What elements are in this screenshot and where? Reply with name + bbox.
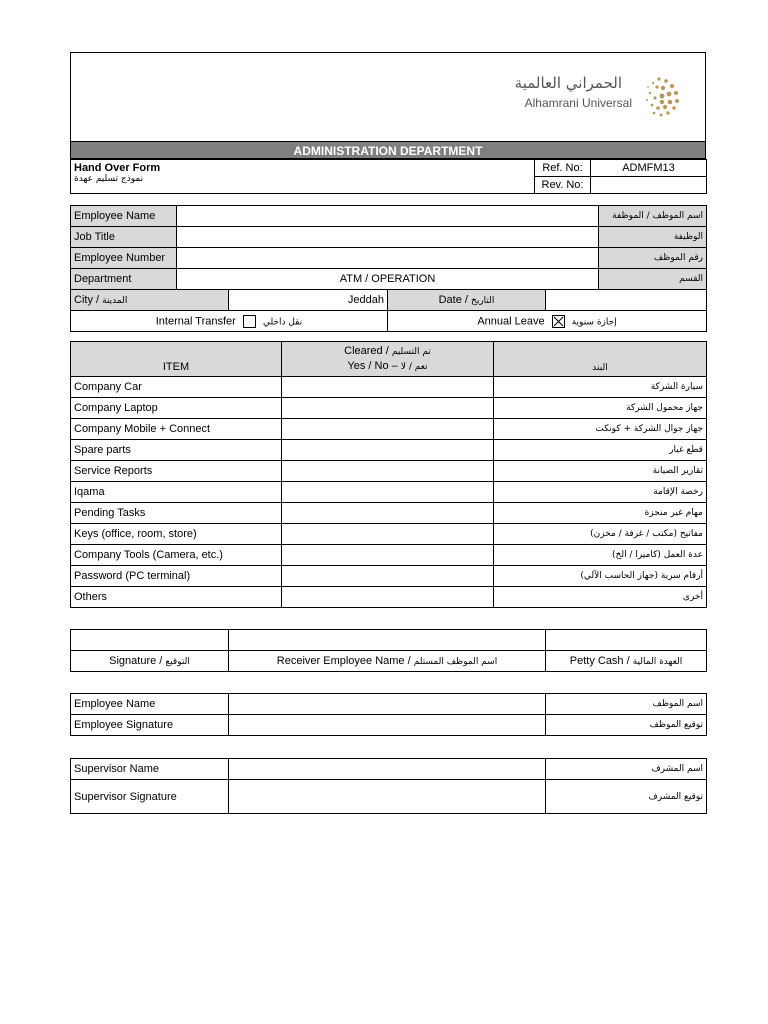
item-cleared-field[interactable] [282, 377, 494, 398]
item-cleared-field[interactable] [282, 545, 494, 566]
items-header-item: ITEM [71, 342, 282, 377]
annual-leave-checkbox[interactable] [552, 315, 565, 328]
item-name-ar: مفاتيح (مكتب / غرفة / مخزن) [494, 524, 707, 545]
emp-name-field[interactable] [229, 694, 546, 715]
city-field[interactable]: Jeddah [229, 290, 388, 311]
department-label-ar: القسم [599, 269, 707, 290]
petty-cash-label [546, 651, 707, 672]
item-name-en: Service Reports [71, 461, 282, 482]
annual-leave-cell [388, 311, 707, 332]
employee-number-label: Employee Number [71, 248, 177, 269]
employee-name-label: Employee Name [71, 206, 177, 227]
item-name-en: Iqama [71, 482, 282, 503]
item-name-en: Others [71, 587, 282, 608]
internal-transfer-checkbox[interactable] [243, 315, 256, 328]
items-table-row [71, 377, 707, 398]
item-name-ar: قطع غيار [494, 440, 707, 461]
items-table-row [71, 398, 707, 419]
company-logo [490, 70, 690, 124]
employee-name-label-ar: اسم الموظف / الموظفة [599, 206, 707, 227]
internal-transfer-cell [71, 311, 388, 332]
item-name-en: Company Tools (Camera, etc.) [71, 545, 282, 566]
item-name-ar: جهاز جوال الشركة + كونكت [494, 419, 707, 440]
form-title-cell [71, 160, 535, 194]
department-field[interactable]: ATM / OPERATION [177, 269, 599, 290]
item-name-en: Company Mobile + Connect [71, 419, 282, 440]
department-bar: ADMINISTRATION DEPARTMENT [70, 141, 706, 159]
items-table [70, 341, 707, 608]
supervisor-name-label-ar: اسم المشرف [546, 759, 707, 780]
cleared-header-line2-ar: نعم / لا [400, 362, 428, 372]
item-cleared-field[interactable] [282, 440, 494, 461]
item-cleared-field[interactable] [282, 419, 494, 440]
annual-leave-label-ar: إجازة سنوية [571, 316, 617, 327]
item-name-en: Company Laptop [71, 398, 282, 419]
city-label [71, 290, 229, 311]
item-cleared-field[interactable] [282, 503, 494, 524]
item-cleared-field[interactable] [282, 587, 494, 608]
supervisor-signature-label-ar: توقيع المشرف [546, 780, 707, 814]
cleared-header-line1: Cleared / [344, 345, 392, 357]
annual-leave-label: Annual Leave [477, 314, 545, 327]
ref-no-value[interactable]: ADMFM13 [591, 160, 707, 177]
items-table-row [71, 419, 707, 440]
items-table-row [71, 566, 707, 587]
receiver-name-label [229, 651, 546, 672]
supervisor-signature-field[interactable] [229, 780, 546, 814]
item-name-en: Company Car [71, 377, 282, 398]
receiver-name-label-en: Receiver Employee Name / [276, 655, 414, 667]
item-cleared-field[interactable] [282, 566, 494, 587]
emp-name-label-ar: اسم الموظف [546, 694, 707, 715]
item-name-ar: أرقام سرية (جهاز الحاسب الآلي) [494, 566, 707, 587]
petty-cash-label-ar: العهدة المالية [632, 657, 683, 667]
items-table-row [71, 482, 707, 503]
petty-cash-label-en: Petty Cash / [569, 655, 633, 667]
supervisor-name-field[interactable] [229, 759, 546, 780]
items-table-row [71, 461, 707, 482]
signature-label [71, 651, 229, 672]
cleared-header-line2: Yes / No – [347, 360, 401, 372]
supervisor-table [70, 758, 707, 814]
item-cleared-field[interactable] [282, 482, 494, 503]
employee-number-field[interactable] [177, 248, 599, 269]
items-table-row [71, 440, 707, 461]
date-field[interactable] [546, 290, 707, 311]
receiver-name-label-ar: اسم الموظف المستلم [413, 657, 498, 667]
item-name-ar: عدة العمل (كاميرا / الخ) [494, 545, 707, 566]
emp-signature-label: Employee Signature [71, 715, 229, 736]
emp-signature-field[interactable] [229, 715, 546, 736]
city-date-table [70, 289, 707, 332]
rev-no-label: Rev. No: [535, 177, 591, 194]
supervisor-signature-label: Supervisor Signature [71, 780, 229, 814]
logo-arabic-text: الحمراني العالمية [514, 74, 622, 92]
employee-name-field[interactable] [177, 206, 599, 227]
employee-number-label-ar: رقم الموظف [599, 248, 707, 269]
date-label-ar: التاريخ [471, 296, 495, 306]
logo-dots-icon [636, 74, 682, 120]
department-label: Department [71, 269, 177, 290]
rev-no-value[interactable] [591, 177, 707, 194]
petty-cash-field[interactable] [546, 630, 707, 651]
signature-label-ar: التوقيع [165, 657, 190, 667]
item-name-ar: جهاز محمول الشركة [494, 398, 707, 419]
item-name-ar: تقارير الصيانة [494, 461, 707, 482]
ref-no-label: Ref. No: [535, 160, 591, 177]
employee-signature-table [70, 693, 707, 736]
item-name-en: Keys (office, room, store) [71, 524, 282, 545]
job-title-field[interactable] [177, 227, 599, 248]
emp-signature-label-ar: توقيع الموظف [546, 715, 707, 736]
internal-transfer-label: Internal Transfer [155, 314, 236, 327]
items-table-row [71, 587, 707, 608]
city-label-ar: المدينة [102, 296, 128, 306]
employee-info-table [70, 205, 707, 290]
job-title-label-ar: الوظيفة [599, 227, 707, 248]
items-header-ar: البند [494, 342, 707, 377]
items-table-row [71, 524, 707, 545]
items-table-row [71, 503, 707, 524]
internal-transfer-label-ar: نقل داخلي [262, 316, 303, 327]
signature-label-en: Signature / [109, 655, 166, 667]
supervisor-name-label: Supervisor Name [71, 759, 229, 780]
date-label-en: Date / [438, 294, 472, 306]
date-label [388, 290, 546, 311]
item-name-ar: مهام غير منجزة [494, 503, 707, 524]
item-cleared-field[interactable] [282, 461, 494, 482]
form-title-table [70, 159, 707, 194]
item-name-en: Password (PC terminal) [71, 566, 282, 587]
item-name-ar: رخصة الإقامة [494, 482, 707, 503]
item-cleared-field[interactable] [282, 524, 494, 545]
items-header-cleared [282, 342, 494, 377]
cleared-header-line1-ar: تم التسليم [391, 347, 431, 357]
receiver-table [70, 629, 707, 672]
form-title-en: Hand Over Form [74, 162, 161, 174]
item-name-en: Pending Tasks [71, 503, 282, 524]
city-label-en: City / [74, 294, 103, 306]
receiver-name-field[interactable] [229, 630, 546, 651]
logo-english-text: Alhamrani Universal [524, 96, 632, 110]
item-name-en: Spare parts [71, 440, 282, 461]
emp-name-label: Employee Name [71, 694, 229, 715]
job-title-label: Job Title [71, 227, 177, 248]
item-name-ar: أخرى [494, 587, 707, 608]
item-name-ar: سيارة الشركة [494, 377, 707, 398]
items-table-row [71, 545, 707, 566]
item-cleared-field[interactable] [282, 398, 494, 419]
signature-field[interactable] [71, 630, 229, 651]
form-title-ar: نموذج تسليم عهدة [74, 174, 144, 184]
